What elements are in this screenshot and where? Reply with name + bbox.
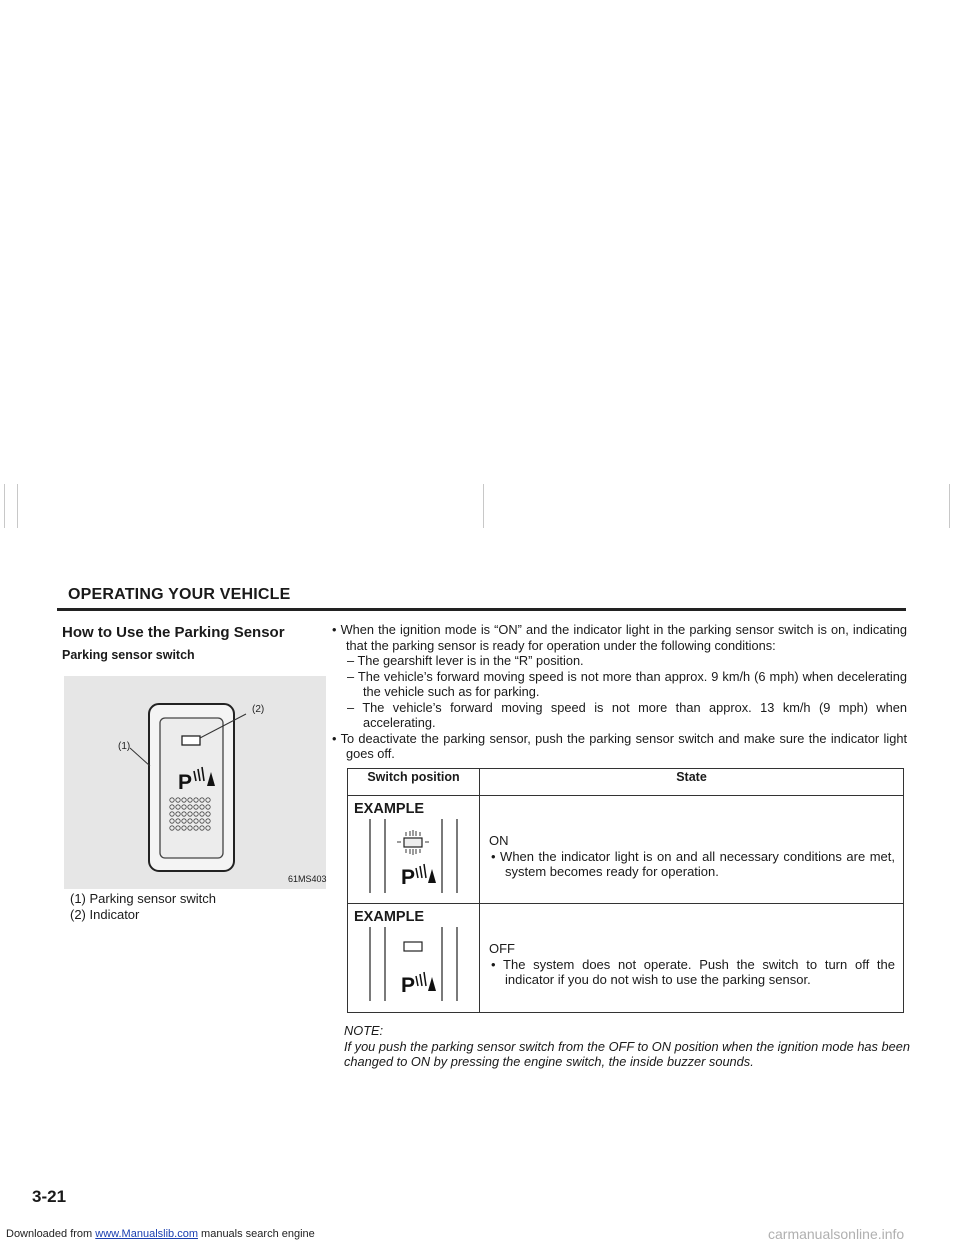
p-letter: P — [401, 866, 416, 889]
crop-mark — [4, 484, 5, 528]
state-cell — [480, 796, 904, 904]
dash-item: – The vehicle’s forward moving speed is not more than approx. 13 km/h (9 mph) when accelerating. — [347, 699, 907, 730]
column-header-state: State — [480, 769, 904, 796]
state-cell — [480, 904, 904, 1013]
callout-indicator: (2) — [252, 704, 265, 715]
crop-mark — [17, 484, 18, 528]
section-title: OPERATING YOUR VEHICLE — [68, 586, 291, 603]
p-letter: P — [178, 771, 193, 794]
state-description: • When the indicator light is on and all necessary conditions are met, system becomes ready for operation. — [491, 848, 895, 879]
switch-illustration — [64, 676, 326, 889]
switch-off-icon — [349, 925, 477, 1005]
legend-item: (2) Indicator — [70, 907, 140, 922]
crop-mark — [483, 484, 484, 528]
dash-item: – The gearshift lever is in the “R” position. — [347, 653, 584, 668]
column-header-position: Switch position — [348, 769, 480, 796]
note-label: NOTE: — [344, 1023, 384, 1038]
body-text — [330, 622, 907, 762]
state-title: OFF — [489, 941, 515, 956]
indicator-light-icon — [182, 736, 200, 745]
example-label: EXAMPLE — [354, 801, 425, 817]
figure-legend — [70, 891, 216, 923]
example-label: EXAMPLE — [354, 909, 425, 925]
page-number: 3-21 — [32, 1187, 67, 1206]
footer — [6, 1228, 315, 1240]
table-row — [348, 796, 904, 904]
bullet-paragraph: • To deactivate the parking sensor, push the parking sensor switch and make sure the indicator light goes off. — [332, 730, 907, 761]
state-title: ON — [489, 833, 509, 848]
crop-mark — [949, 484, 950, 528]
dash-item: – The vehicle’s forward moving speed is not more than approx. 9 km/h (6 mph) when decelerating the vehicle such as for parking. — [347, 668, 907, 699]
switch-position-cell — [348, 904, 480, 1013]
legend-item: (1) Parking sensor switch — [70, 891, 216, 906]
table-row — [348, 904, 904, 1013]
section-heading: How to Use the Parking Sensor — [62, 624, 285, 641]
callout-switch: (1) — [118, 741, 131, 752]
state-description: • The system does not operate. Push the switch to turn off the indicator if you do not wish to use the parking sensor. — [491, 956, 895, 987]
watermark: carmanualsonline.info — [768, 1226, 905, 1242]
header-rule — [57, 608, 906, 611]
note — [344, 1023, 910, 1070]
figure-code: 61MS403 — [288, 874, 327, 884]
subheading: Parking sensor switch — [62, 648, 195, 662]
footer-suffix: manuals search engine — [197, 1228, 315, 1240]
footer-prefix: Downloaded from — [6, 1228, 96, 1240]
note-text: If you push the parking sensor switch from the OFF to ON position when the ignition mode has been changed to ON by pressing the engine switch, the inside buzzer sounds. — [344, 1038, 910, 1069]
switch-state-table — [347, 768, 904, 1013]
p-letter: P — [401, 974, 416, 997]
manualslib-link[interactable]: www.Manualslib.com — [95, 1228, 198, 1240]
switch-on-icon — [349, 817, 477, 897]
bullet-paragraph: • When the ignition mode is “ON” and the indicator light in the parking sensor switch is on, indicating that the parking sensor is ready for operation under the following conditions: — [332, 622, 907, 653]
switch-position-cell — [348, 796, 480, 904]
